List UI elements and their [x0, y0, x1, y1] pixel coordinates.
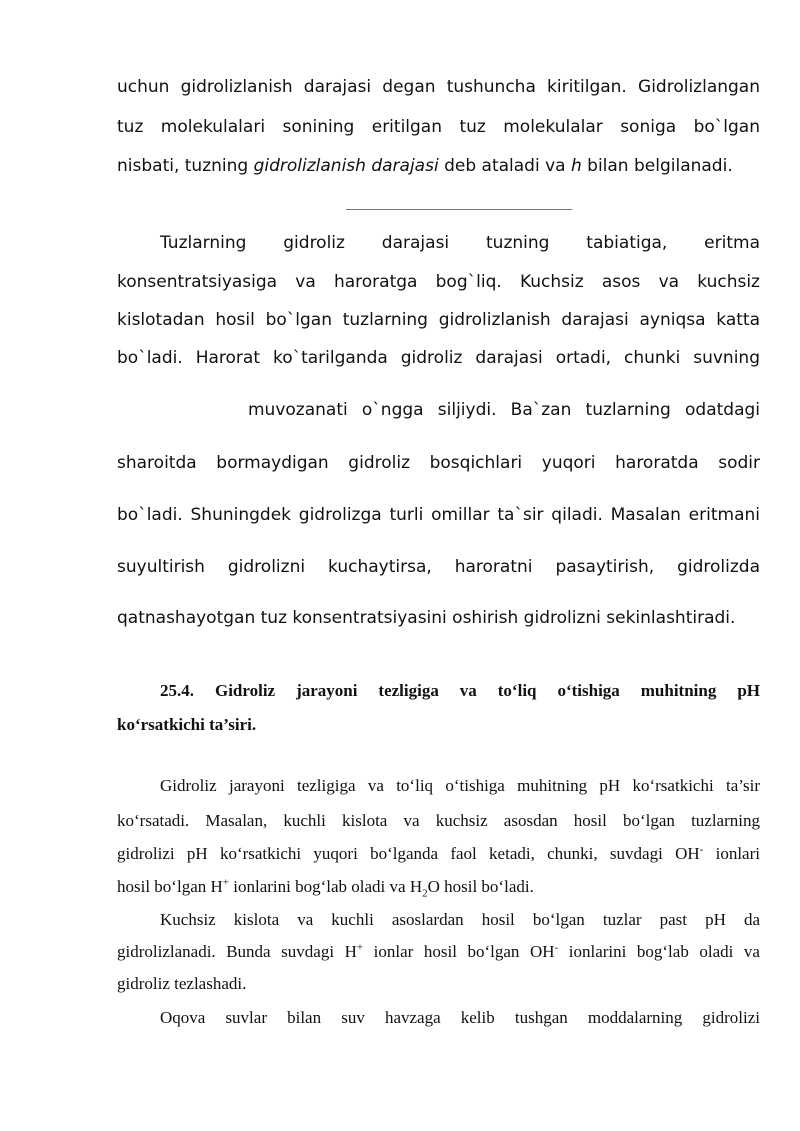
p1-term-emphasis: gidrolizlanish darajasi [253, 156, 439, 176]
p4-line-2-text-a: gidrolizlanadi. Bunda suvdagi H [117, 942, 357, 961]
p3-line-3-text-a: gidrolizi pH ko‘rsatkichi yuqori bo‘lganda faol ketadi, chunki, suvdagi OH [117, 844, 700, 863]
p1-line-1: uchun gidrolizlanish darajasi degan tushuncha kiritilgan. Gidrolizlangan [117, 77, 760, 97]
p3-line-1: Gidroliz jarayoni tezligiga va to‘liq o‘tishiga muhitning pH ko‘rsatkichi ta’sir [160, 776, 760, 795]
p1-line-3 [117, 156, 760, 176]
p3-line-3-text-b: ionlari [703, 844, 760, 863]
p2-line-5: muvozanati o`ngga siljiydi. Ba`zan tuzlarning odatdagi [248, 400, 760, 420]
p4-line-2-text-b: ionlar hosil bo‘lgan OH [363, 942, 555, 961]
p3-water-subscript: 2 [422, 887, 428, 900]
p2-line-3: kislotadan hosil bo`lgan tuzlarning gidrolizlanish darajasi ayniqsa katta [117, 310, 760, 330]
p2-line-6: sharoitda bormaydigan gidroliz bosqichlari yuqori haroratda sodir [117, 453, 760, 473]
section-heading-line-1: 25.4. Gidroliz jarayoni tezligiga va to‘liq o‘tishiga muhitning pH [160, 681, 760, 700]
p3-line-4-text-b: ionlarini bog‘lab oladi va H [229, 877, 423, 896]
p2-line-4: bo`ladi. Harorat ko`tarilganda gidroliz darajasi ortadi, chunki suvning [117, 348, 760, 368]
p4-line-1: Kuchsiz kislota va kuchli asoslardan hosil bo‘lgan tuzlar past pH da [160, 910, 760, 929]
p5-line-1: Oqova suvlar bilan suv havzaga kelib tushgan moddalarning gidrolizi [160, 1008, 760, 1027]
p3-line-4-text-a: hosil bo‘lgan H [117, 877, 223, 896]
p3-line-3 [117, 844, 760, 864]
section-divider [346, 209, 572, 210]
p3-line-2: ko‘rsatadi. Masalan, kuchli kislota va kuchsiz asosdan hosil bo‘lgan tuzlarning [117, 811, 760, 830]
p2-line-7: bo`ladi. Shuningdek gidrolizga turli omillar ta`sir qiladi. Masalan eritmani [117, 505, 760, 525]
p3-hydroxide-charge: - [699, 843, 704, 856]
p4-hydroxide-charge: - [554, 941, 559, 954]
p2-line-9: qatnashayotgan tuz konsentratsiyasini oshirish gidrolizni sekinlashtiradi. [117, 608, 736, 628]
p4-hydrogen-charge: + [356, 941, 364, 954]
p1-line-2: tuz molekulalari sonining eritilgan tuz molekulalar soniga bo`lgan [117, 117, 760, 137]
p4-line-2 [117, 942, 760, 962]
p4-line-3: gidroliz tezlashadi. [117, 974, 247, 993]
p1-line-3-text-c: bilan belgilanadi. [581, 156, 733, 176]
p2-line-2: konsentratsiyasiga va haroratga bog`liq. Kuchsiz asos va kuchsiz [117, 272, 760, 292]
p3-line-4 [117, 876, 760, 900]
p3-hydrogen-charge: + [222, 876, 229, 889]
p4-line-2-text-c: ionlarini bog‘lab oladi va [558, 942, 760, 961]
p1-symbol-h: h [570, 156, 582, 176]
p2-line-8: suyultirish gidrolizni kuchaytirsa, haroratni pasaytirish, gidrolizda [117, 557, 760, 577]
section-heading-line-2: ko‘rsatkichi ta’siri. [117, 715, 257, 734]
p1-line-3-text-b: deb ataladi va [438, 156, 571, 176]
p2-line-1: Tuzlarning gidroliz darajasi tuzning tabiatiga, eritma [160, 233, 760, 253]
p3-line-4-text-c: O hosil bo‘ladi. [427, 877, 534, 896]
p1-line-3-text-a: nisbati, tuzning [117, 156, 254, 176]
